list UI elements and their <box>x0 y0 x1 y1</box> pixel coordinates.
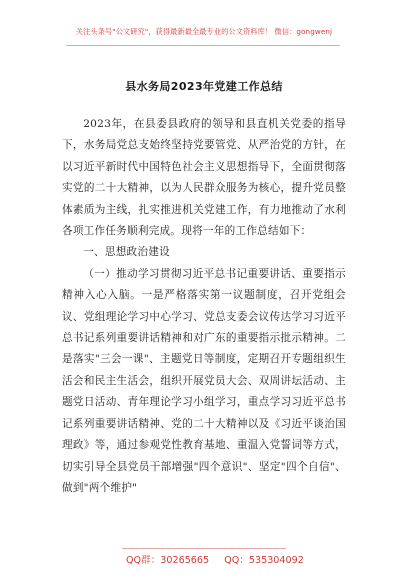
section-heading: 一、思想政治建设 <box>83 246 170 259</box>
section-paragraph: （一）推动学习贯彻习近平总书记重要讲话、重要指示精神入心入脑。一是严格落实第一议题制度，召开党组会议、党组理论学习中心学习、党总支委会议传达学习习近平总书记系列重要讲话精神和对广东的重要指示批示精神。二是落实"三会一课"、主题党日等制度，定期召开专题组织生活会和民主生活会，组织开展党员大会、双周讲坛活动、主题党日活动、青年理论学习小组学习，重点学习习近平总书记系列重要讲话精神、党的二十大精神以及《习近平谈治国理政》等，通过参观党性教育基地、重温入党誓词等方式，切实引导全县党员干部增强"四个意识"、坚定"四个自信"、做到"两个维护" <box>62 267 346 494</box>
qq-group-number: QQ群：30265665 <box>126 555 210 566</box>
qq-number: QQ：535304092 <box>224 555 304 566</box>
header-banner: 关注头条号"公文研究"，获得最新最全最专业的公文资料库！ 微信：gongwenj <box>75 27 333 36</box>
footer-contact <box>120 552 304 566</box>
document-title: 县水务局2023年党建工作总结 <box>125 80 283 93</box>
header-divider <box>66 45 340 46</box>
intro-paragraph: 2023年，在县委县政府的领导和县直机关党委的指导下，水务局党总支始终坚持党要管党、从严治党的方针，在以习近平新时代中国特色社会主义思想指导下，全面贯彻落实党的二十大精神，以为人民群众服务为核心，提升党员整体素质为主线，扎实推进机关党建工作，有力地推动了水利各项工作任务顺利完成。现将一年的工作总结如下： <box>62 118 346 238</box>
document-body <box>62 114 346 499</box>
footer-divider <box>122 548 286 549</box>
